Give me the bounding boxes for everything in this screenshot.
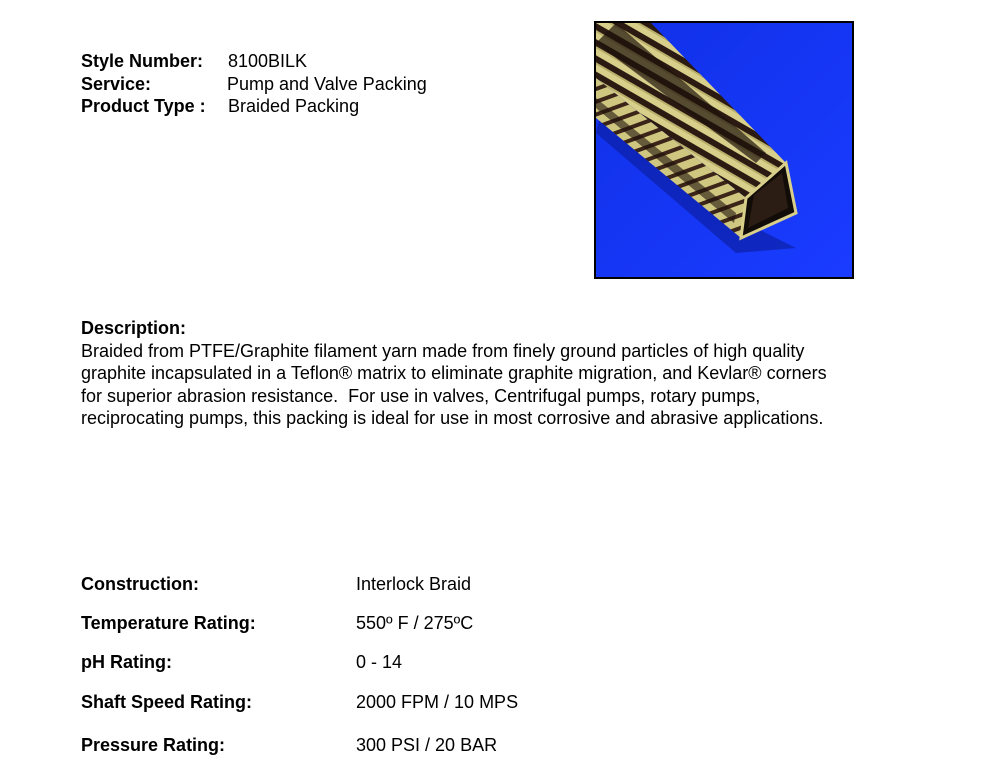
- spec-value: 2000 FPM / 10 MPS: [356, 692, 519, 712]
- spec-label: pH Rating:: [81, 652, 172, 672]
- spec-value: 0 - 14: [356, 652, 403, 672]
- service-label: Service:: [81, 73, 152, 94]
- spec-label: Temperature Rating:: [81, 613, 256, 633]
- description-line: Braided from PTFE/Graphite filament yarn made from finely ground particles of high quality: [81, 340, 805, 361]
- spec-value: Interlock Braid: [356, 574, 472, 594]
- braided-packing-photo: [596, 23, 852, 277]
- service-value: Pump and Valve Packing: [227, 73, 427, 94]
- description-line: graphite incapsulated in a Teflon® matrix to eliminate graphite migration, and Kevlar® corners: [81, 363, 827, 383]
- spec-value: 300 PSI / 20 BAR: [356, 735, 498, 755]
- description-line: reciprocating pumps, this packing is ideal for use in most corrosive and abrasive applications.: [81, 408, 824, 428]
- description-title: Description:: [81, 318, 187, 338]
- product-photo: [594, 21, 854, 279]
- product-type-label: Product Type :: [81, 96, 206, 116]
- spec-value: 550º F / 275ºC: [356, 613, 474, 633]
- description-section: [81, 317, 911, 430]
- style-number-label: Style Number:: [81, 51, 204, 71]
- style-number-value: 8100BILK: [228, 51, 308, 71]
- spec-label: Pressure Rating:: [81, 735, 226, 755]
- spec-label: Construction:: [81, 574, 199, 594]
- spec-label: Shaft Speed Rating:: [81, 692, 253, 712]
- product-type-value: Braided Packing: [228, 96, 360, 116]
- description-line: for superior abrasion resistance. For use in valves, Centrifugal pumps, rotary pumps,: [81, 385, 761, 406]
